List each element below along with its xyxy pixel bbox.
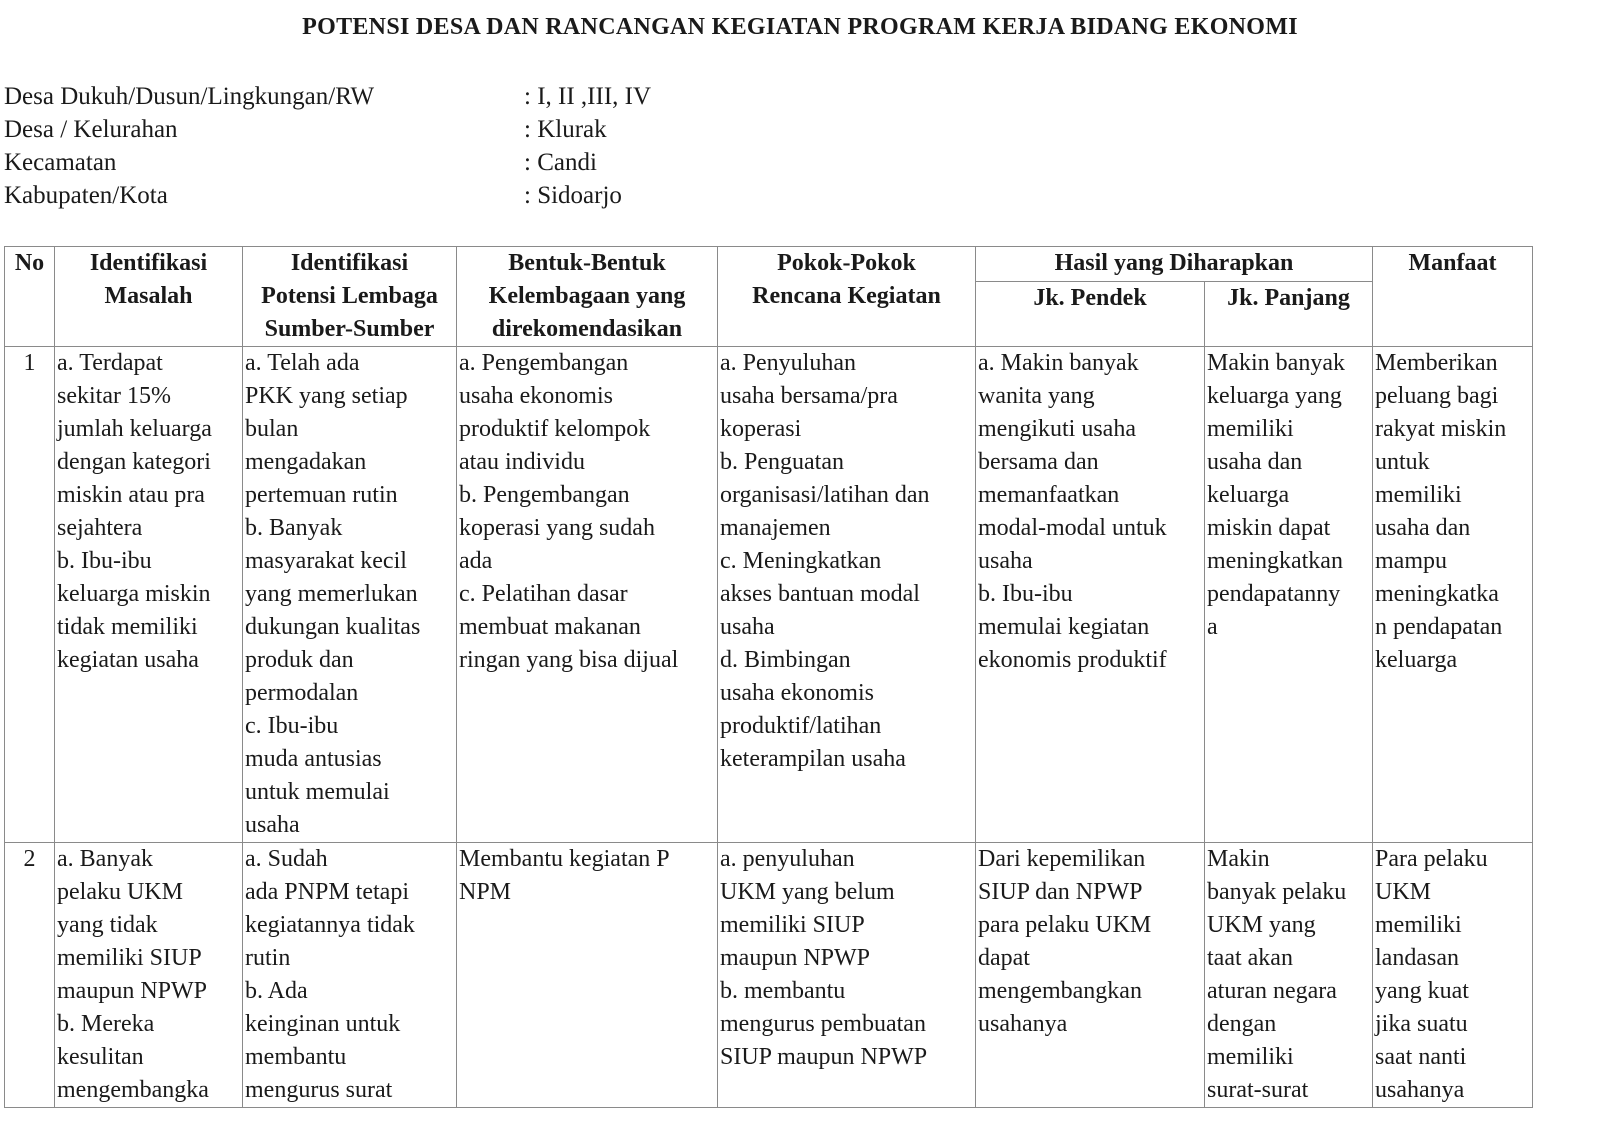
- table-row: [5, 347, 1533, 843]
- header-manfaat: Manfaat: [1373, 247, 1533, 347]
- info-label: Kabupaten/Kota: [4, 182, 168, 209]
- location-info: [4, 80, 651, 212]
- cell-masalah: a. Terdapat sekitar 15% jumlah keluarga dengan kategori miskin atau pra sejahtera b. Ibu-ibu keluarga miskin tidak memiliki kegiatan usaha: [55, 347, 243, 843]
- cell-masalah: a. Banyak pelaku UKM yang tidak memiliki SIUP maupun NPWP b. Mereka kesulitan mengembangka: [55, 843, 243, 1108]
- header-hasil: Hasil yang Diharapkan: [976, 247, 1373, 282]
- info-row-kelurahan: [4, 113, 651, 146]
- table-row: [5, 843, 1533, 1108]
- header-pokok: Pokok-Pokok Rencana Kegiatan: [718, 247, 976, 347]
- header-row: [5, 247, 1533, 282]
- cell-jk-panjang: Makin banyak keluarga yang memiliki usaha dan keluarga miskin dapat meningkatkan pendapatanny a: [1205, 347, 1373, 843]
- info-row-dusun: [4, 80, 651, 113]
- program-table: [4, 246, 1533, 1108]
- cell-potensi: a. Sudah ada PNPM tetapi kegiatannya tidak rutin b. Ada keinginan untuk membantu mengurus surat: [243, 843, 457, 1108]
- cell-bentuk: Membantu kegiatan P NPM: [457, 843, 718, 1108]
- cell-jk-panjang: Makin banyak pelaku UKM yang taat akan aturan negara dengan memiliki surat-surat: [1205, 843, 1373, 1108]
- info-value: : Candi: [524, 149, 597, 176]
- header-jk-panjang: Jk. Panjang: [1205, 282, 1373, 347]
- header-bentuk: Bentuk-Bentuk Kelembagaan yang direkomendasikan: [457, 247, 718, 347]
- cell-pokok: a. Penyuluhan usaha bersama/pra koperasi b. Penguatan organisasi/latihan dan manajemen c. Meningkatkan akses bantuan modal usaha d. Bimbingan usaha ekonomis produktif/latihan keterampilan usaha: [718, 347, 976, 843]
- cell-manfaat: Para pelaku UKM memiliki landasan yang kuat jika suatu saat nanti usahanya: [1373, 843, 1533, 1108]
- document-title: POTENSI DESA DAN RANCANGAN KEGIATAN PROGRAM KERJA BIDANG EKONOMI: [302, 14, 1298, 40]
- cell-no: 2: [5, 843, 55, 1108]
- header-no: No: [5, 247, 55, 347]
- info-row-kecamatan: [4, 146, 651, 179]
- cell-jk-pendek: Dari kepemilikan SIUP dan NPWP para pelaku UKM dapat mengembangkan usahanya: [976, 843, 1205, 1108]
- info-label: Desa Dukuh/Dusun/Lingkungan/RW: [4, 83, 375, 110]
- info-value: : I, II ,III, IV: [524, 83, 652, 110]
- info-row-kabupaten: [4, 179, 651, 212]
- header-potensi: Identifikasi Potensi Lembaga Sumber-Sumber: [243, 247, 457, 347]
- header-jk-pendek: Jk. Pendek: [976, 282, 1205, 347]
- cell-potensi: a. Telah ada PKK yang setiap bulan mengadakan pertemuan rutin b. Banyak masyarakat kecil yang memerlukan dukungan kualitas produk dan permodalan c. Ibu-ibu muda antusias untuk memulai usaha: [243, 347, 457, 843]
- cell-manfaat: Memberikan peluang bagi rakyat miskin untuk memiliki usaha dan mampu meningkatka n pendapatan keluarga: [1373, 347, 1533, 843]
- cell-pokok: a. penyuluhan UKM yang belum memiliki SIUP maupun NPWP b. membantu mengurus pembuatan SIUP maupun NPWP: [718, 843, 976, 1108]
- info-label: Desa / Kelurahan: [4, 116, 178, 143]
- cell-no: 1: [5, 347, 55, 843]
- info-label: Kecamatan: [4, 149, 117, 176]
- info-value: : Sidoarjo: [524, 182, 622, 209]
- header-masalah: Identifikasi Masalah: [55, 247, 243, 347]
- cell-jk-pendek: a. Makin banyak wanita yang mengikuti usaha bersama dan memanfaatkan modal-modal untuk usaha b. Ibu-ibu memulai kegiatan ekonomis produktif: [976, 347, 1205, 843]
- cell-bentuk: a. Pengembangan usaha ekonomis produktif kelompok atau individu b. Pengembangan koperasi yang sudah ada c. Pelatihan dasar membuat makanan ringan yang bisa dijual: [457, 347, 718, 843]
- info-value: : Klurak: [524, 116, 607, 143]
